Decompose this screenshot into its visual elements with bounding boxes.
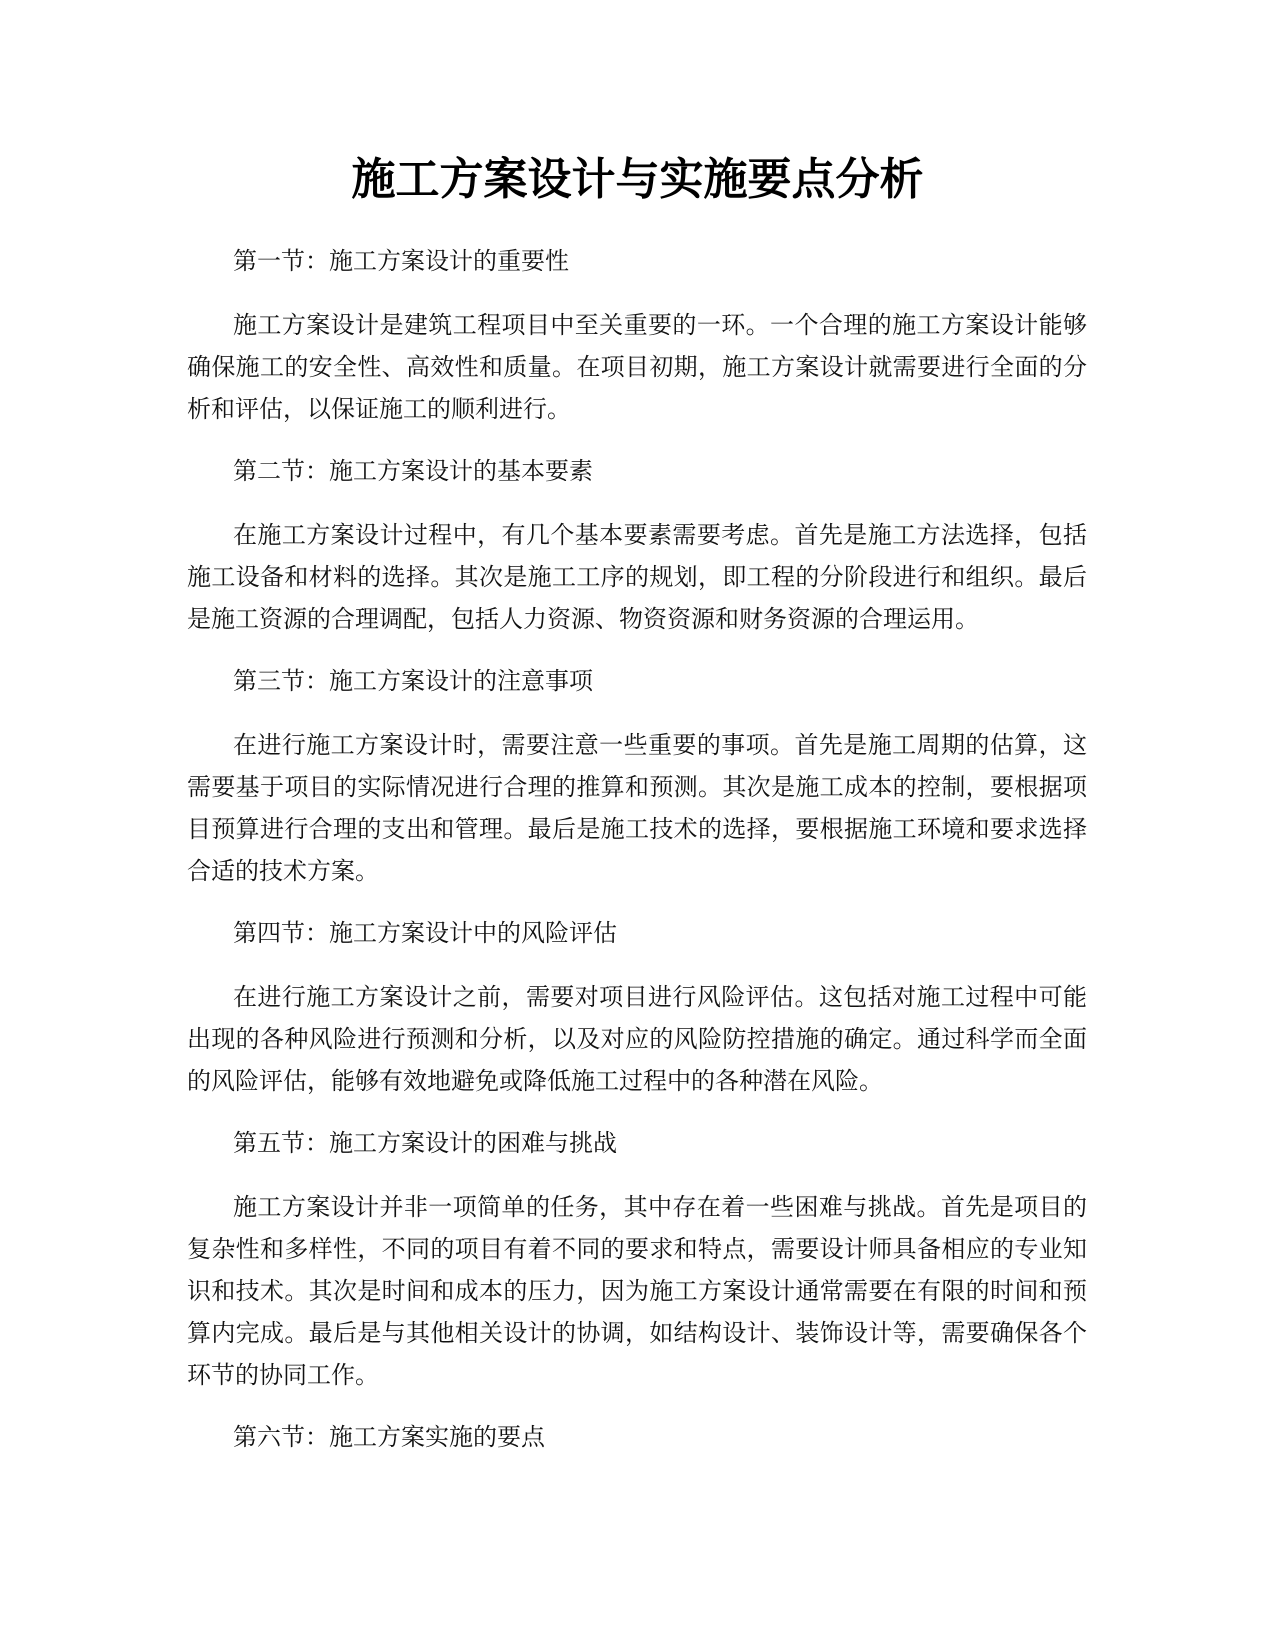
section-paragraph-4: 在进行施工方案设计之前，需要对项目进行风险评估。这包括对施工过程中可能出现的各种风险进行预测和分析，以及对应的风险防控措施的确定。通过科学而全面的风险评估，能够有效地避免或降低施工过程中的各种潜在风险。	[187, 983, 1087, 1095]
section-heading-1: 第一节：施工方案设计的重要性	[233, 247, 569, 275]
document-body	[187, 240, 1087, 1480]
section-heading-2: 第二节：施工方案设计的基本要素	[233, 457, 593, 485]
section-paragraph-5: 施工方案设计并非一项简单的任务，其中存在着一些困难与挑战。首先是项目的复杂性和多样性，不同的项目有着不同的要求和特点，需要设计师具备相应的专业知识和技术。其次是时间和成本的压力，因为施工方案设计通常需要在有限的时间和预算内完成。最后是与其他相关设计的协调，如结构设计、装饰设计等，需要确保各个环节的协同工作。	[187, 1193, 1087, 1389]
section-paragraph-1: 施工方案设计是建筑工程项目中至关重要的一环。一个合理的施工方案设计能够确保施工的安全性、高效性和质量。在项目初期，施工方案设计就需要进行全面的分析和评估，以保证施工的顺利进行。	[187, 311, 1087, 423]
section-heading-6: 第六节：施工方案实施的要点	[233, 1423, 545, 1451]
section-paragraph-3: 在进行施工方案设计时，需要注意一些重要的事项。首先是施工周期的估算，这需要基于项目的实际情况进行合理的推算和预测。其次是施工成本的控制，要根据项目预算进行合理的支出和管理。最后是施工技术的选择，要根据施工环境和要求选择合适的技术方案。	[187, 731, 1087, 885]
section-heading-4: 第四节：施工方案设计中的风险评估	[233, 919, 617, 947]
section-heading-5: 第五节：施工方案设计的困难与挑战	[233, 1129, 617, 1157]
page-title: 施工方案设计与实施要点分析	[351, 154, 924, 205]
section-heading-3: 第三节：施工方案设计的注意事项	[233, 667, 593, 695]
section-paragraph-2: 在施工方案设计过程中，有几个基本要素需要考虑。首先是施工方法选择，包括施工设备和材料的选择。其次是施工工序的规划，即工程的分阶段进行和组织。最后是施工资源的合理调配，包括人力资源、物资资源和财务资源的合理运用。	[187, 521, 1087, 633]
